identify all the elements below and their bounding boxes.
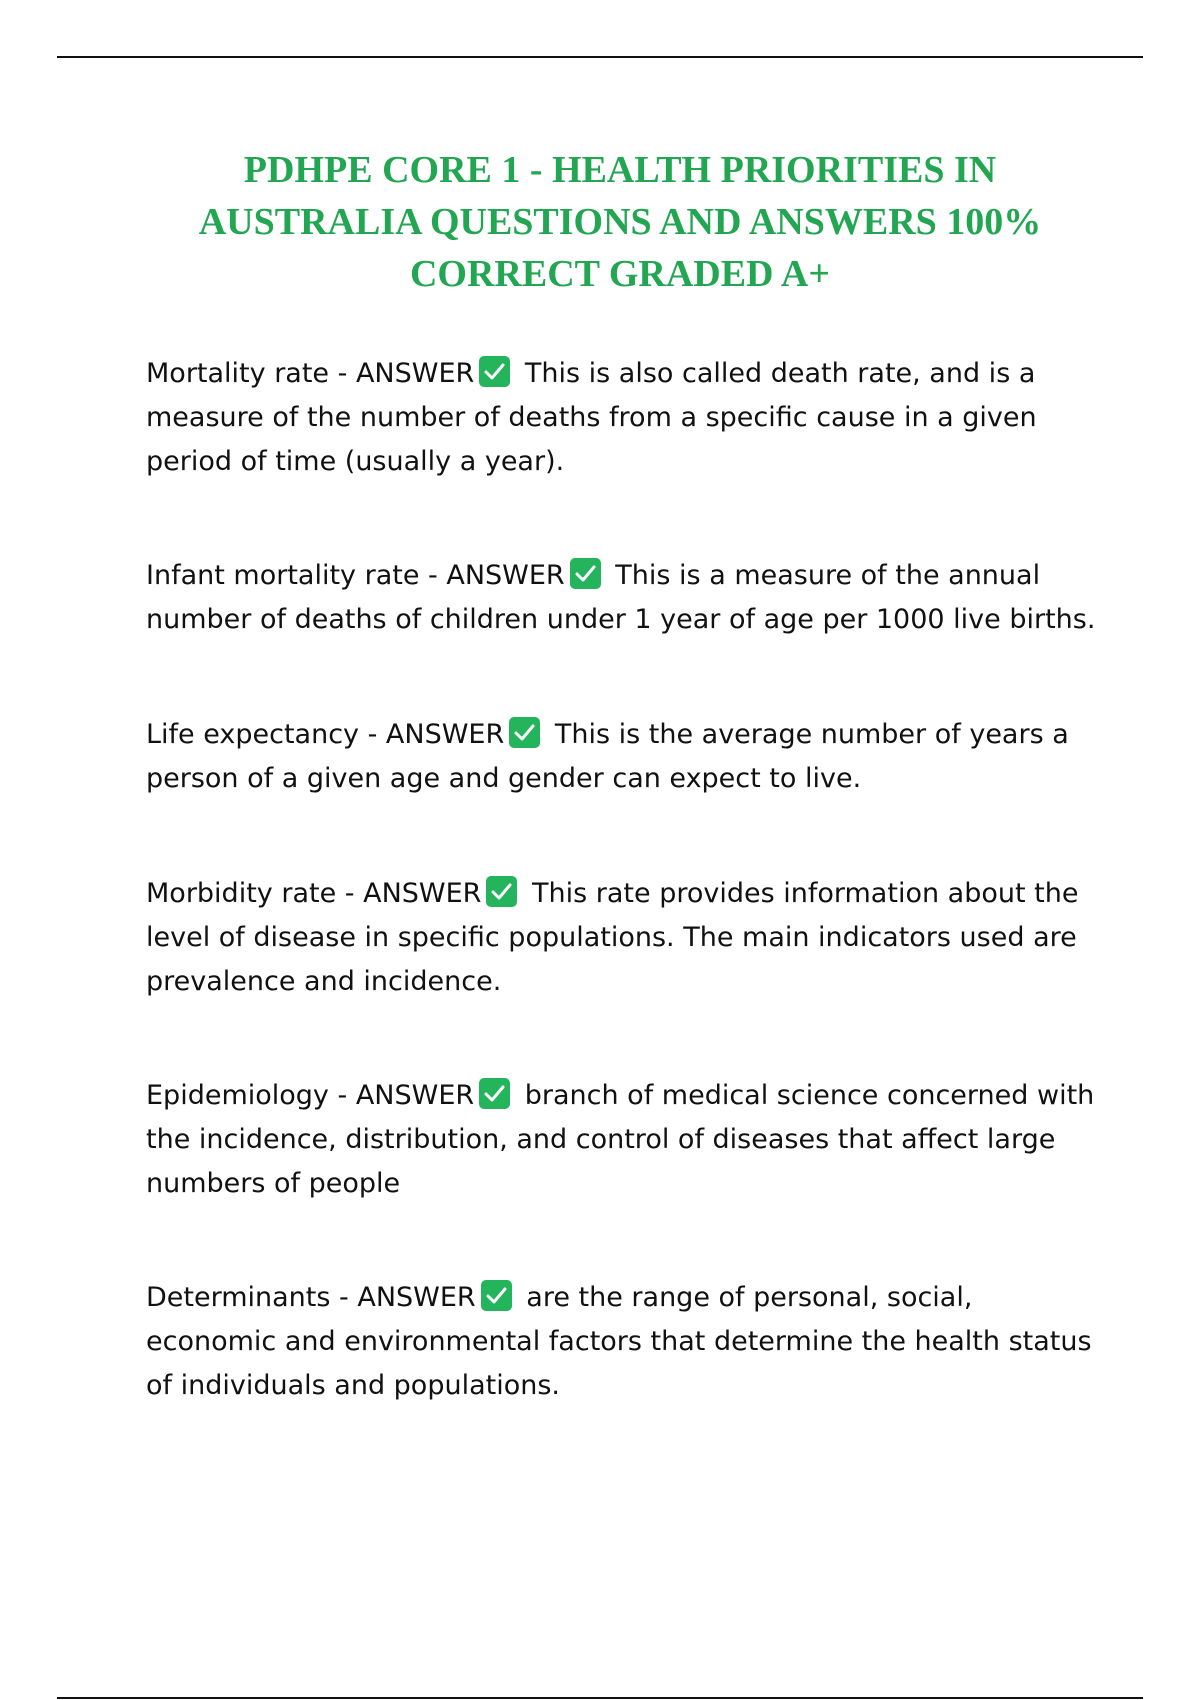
qa-item-life-expectancy	[146, 713, 1096, 801]
check-mark-icon	[509, 717, 540, 748]
check-mark-icon	[481, 1280, 512, 1311]
check-mark-icon	[479, 356, 510, 387]
qa-item-mortality-rate	[146, 352, 1096, 484]
qa-item-epidemiology	[146, 1074, 1096, 1206]
qa-term: Mortality rate - ANSWER	[146, 358, 475, 389]
qa-answer: This is the average number of years a person of a given age and gender can expect to live.	[146, 719, 1069, 794]
qa-answer: This is a measure of the annual number of deaths of children under 1 year of age per 1000 live births.	[146, 560, 1096, 635]
qa-item-morbidity-rate	[146, 872, 1096, 1004]
qa-answer: This is also called death rate, and is a measure of the number of deaths from a specific cause in a given period of time (usually a year).	[146, 358, 1037, 477]
top-divider	[57, 56, 1143, 58]
title-line: AUSTRALIA QUESTIONS AND ANSWERS 100%	[198, 201, 1042, 243]
check-mark-icon	[570, 558, 601, 589]
check-mark-icon	[479, 1078, 510, 1109]
document-title	[100, 144, 1140, 300]
qa-answer: are the range of personal, social, economic and environmental factors that determine the health status of individuals and populations.	[146, 1282, 1092, 1401]
qa-answer: branch of medical science concerned with the incidence, distribution, and control of diseases that affect large numbers of people	[146, 1080, 1095, 1199]
qa-answer: This rate provides information about the level of disease in specific populations. The main indicators used are prevalence and incidence.	[146, 878, 1079, 997]
title-line: PDHPE CORE 1 - HEALTH PRIORITIES IN	[243, 149, 997, 191]
title-line: CORRECT GRADED A+	[409, 253, 830, 295]
qa-item-determinants	[146, 1276, 1096, 1408]
qa-item-infant-mortality-rate	[146, 554, 1096, 642]
qa-term: Infant mortality rate - ANSWER	[146, 560, 565, 591]
qa-term: Life expectancy - ANSWER	[146, 719, 505, 750]
qa-term: Morbidity rate - ANSWER	[146, 878, 482, 909]
bottom-divider	[57, 1697, 1143, 1699]
check-mark-icon	[486, 876, 517, 907]
qa-term: Determinants - ANSWER	[146, 1282, 476, 1313]
qa-term: Epidemiology - ANSWER	[146, 1080, 475, 1111]
